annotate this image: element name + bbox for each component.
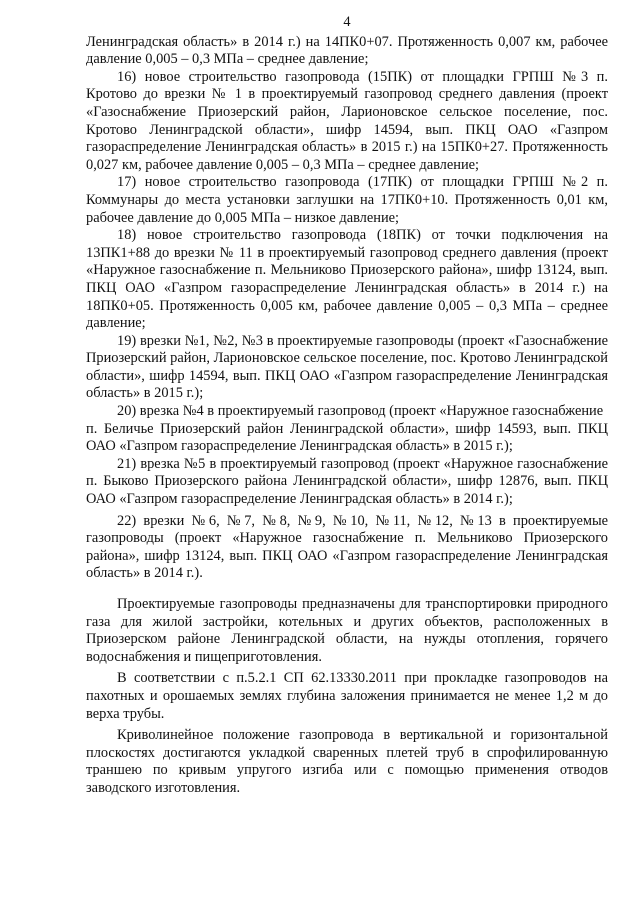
list-item-19: 19) врезки №1, №2, №3 в проектируемые газопроводы (проект «Газоснабжение Приозерский район, Ларионовское сельское поселение, пос. Кротово Ленинградской области», шифр 14594, вып. ПКЦ ОАО «Газпром газораспределение Ленинградская область» в 2015 г.); bbox=[86, 332, 608, 402]
paragraph-depth: В соответствии с п.5.2.1 СП 62.13330.2011 при прокладке газопроводов на пахотных и орошаемых землях глубина заложения принимается не менее 1,2 м до верха трубы. bbox=[86, 670, 608, 722]
list-item-16: 16) новое строительство газопровода (15ПК) от площадки ГРПШ №3 п. Кротово до врезки № 1 в проектируемый газопровод среднего давления (проект «Газоснабжение Приозерский район, Ларионовское сельское поселение, пос. Кротово Ленинградской области», шифр 14594, вып. ПКЦ ОАО «Газпром газораспределение Ленинградская область» в 2015 г.) на 15ПК0+27. Протяженность 0,027 км, рабочее давление 0,005 – 0,3 МПа – среднее давление; bbox=[86, 68, 608, 173]
paragraph-curvature: Криволинейное положение газопровода в вертикальной и горизонтальной плоскостях достигаются укладкой сваренных плетей труб в спрофилированную траншею по кривым упругого изгиба или с помощью применения отводов заводского изготовления. bbox=[86, 727, 608, 796]
list-item-18: 18) новое строительство газопровода (18ПК) от точки подключения на 13ПК1+88 до врезки № 11 в проектируемый газопровод среднего давления (проект «Наружное газоснабжение п. Мельниково Приозерского района», шифр 13124, вып. ПКЦ ОАО «Газпром газораспределение Ленинградская область» в 2014 г.) на 18ПК0+05. Протяженность 0,005 км, рабочее давление 0,005 – 0,3 МПа – среднее давление; bbox=[86, 227, 608, 332]
list-item-21: 21) врезка №5 в проектируемый газопровод (проект «Наружное газоснабжение п. Быково Приозерского района Ленинградской области», шифр 12876, вып. ПКЦ ОАО «Газпром газораспределение Ленинградская область» в 2014 г.); bbox=[86, 455, 608, 508]
paragraph-purpose: Проектируемые газопроводы предназначены для транспортировки природного газа для жилой застройки, котельных и других объектов, расположенных в Приозерском районе Ленинградской области, на нужды отопления, горячего водоснабжения и пищеприготовления. bbox=[86, 596, 608, 665]
page-number: 4 bbox=[343, 14, 351, 30]
list-item-17: 17) новое строительство газопровода (17ПК) от площадки ГРПШ №2 п. Коммунары до места установки заглушки на 17ПК0+10. Протяженность 0,01 км, рабочее давление до 0,005 МПа – низкое давление; bbox=[86, 174, 608, 226]
list-item-20: 20) врезка №4 в проектируемый газопровод (проект «Наружное газоснабжение bbox=[117, 403, 604, 420]
paragraph-continuation: Ленинградская область» в 2014 г.) на 14ПК0+07. Протяженность 0,007 км, рабочее давление 0,005 – 0,3 МПа – среднее давление; bbox=[86, 33, 608, 68]
list-item-22: 22) врезки №6, №7, №8, №9, №10, №11, №12, №13 в проектируемые газопроводы (проект «Наружное газоснабжение п. Мельниково Приозерского района», шифр 13124, вып. ПКЦ ОАО «Газпром газораспределение Ленинградская область» в 2014 г.). bbox=[86, 512, 608, 582]
list-item-20-continuation: п. Беличье Приозерский район Ленинградской области», шифр 14593, вып. ПКЦ ОАО «Газпром газораспределение Ленинградская область» в 2015 г.); bbox=[86, 420, 608, 455]
